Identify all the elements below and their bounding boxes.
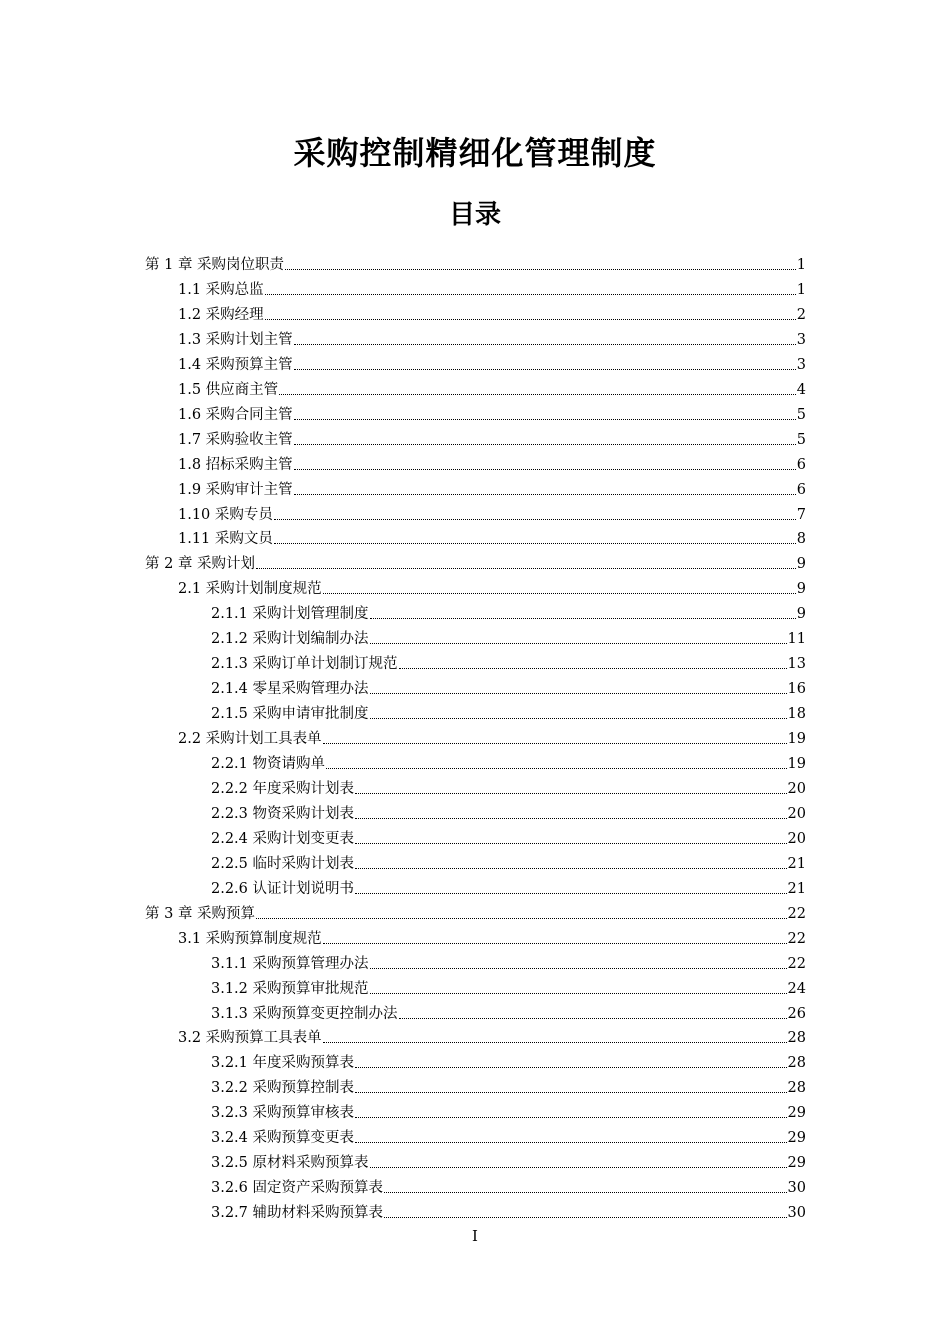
- toc-dot-leader: [355, 1091, 787, 1093]
- toc-entry[interactable]: [211, 823, 806, 848]
- toc-entry[interactable]: [178, 474, 806, 499]
- toc-dot-leader: [370, 717, 787, 719]
- toc-entry[interactable]: [211, 698, 806, 723]
- toc-entry-page: 21: [787, 880, 806, 897]
- toc-entry-page: 13: [787, 656, 806, 673]
- toc-dot-leader: [384, 1191, 787, 1193]
- toc-entry[interactable]: [211, 648, 806, 673]
- document-title: 采购控制精细化管理制度: [293, 134, 657, 172]
- toc-entry-title: 1.9 采购审计主管: [178, 481, 293, 498]
- toc-entry-title: 1.5 供应商主管: [178, 381, 279, 398]
- toc-entry-page: 29: [787, 1155, 806, 1172]
- toc-entry-title: 2.2 采购计划工具表单: [178, 731, 322, 748]
- toc-entry-title: 3.1.3 采购预算变更控制办法: [211, 1005, 398, 1022]
- toc-entry-title: 1.4 采购预算主管: [178, 356, 293, 373]
- toc-entry[interactable]: [178, 449, 806, 474]
- toc-entry-title: 2.2.6 认证计划说明书: [211, 880, 355, 897]
- toc-entry-page: 30: [787, 1205, 806, 1222]
- toc-entry-title: 第 1 章 采购岗位职责: [145, 257, 285, 273]
- toc-entry[interactable]: [178, 424, 806, 449]
- toc-entry-title: 1.2 采购经理: [178, 306, 264, 323]
- toc-entry[interactable]: [178, 523, 806, 548]
- toc-entry-page: 29: [787, 1105, 806, 1122]
- toc-entry-title: 1.6 采购合同主管: [178, 406, 293, 423]
- toc-entry-title: 第 2 章 采购计划: [145, 556, 256, 573]
- toc-entry-page: 6: [796, 456, 806, 473]
- toc-dot-leader: [294, 443, 796, 445]
- toc-entry[interactable]: [178, 923, 806, 948]
- toc-dot-leader: [323, 742, 787, 744]
- toc-dot-leader: [399, 1017, 787, 1019]
- toc-dot-leader: [294, 368, 796, 370]
- toc-entry[interactable]: [178, 499, 806, 524]
- toc-dot-leader: [274, 518, 796, 520]
- toc-dot-leader: [355, 1066, 787, 1068]
- toc-entry-page: 8: [796, 531, 806, 548]
- toc-entry-page: 9: [796, 606, 806, 623]
- toc-entry[interactable]: [145, 249, 806, 274]
- toc-entry[interactable]: [178, 723, 806, 748]
- toc-entry[interactable]: [178, 374, 806, 399]
- toc-dot-leader: [294, 418, 796, 420]
- toc-entry-title: 2.2.1 物资请购单: [211, 756, 326, 772]
- toc-dot-leader: [294, 343, 796, 345]
- toc-entry-page: 11: [787, 631, 806, 648]
- toc-entry-title: 3.2.6 固定资产采购预算表: [211, 1180, 384, 1197]
- toc-entry[interactable]: [178, 324, 806, 349]
- toc-entry-page: 24: [787, 980, 806, 997]
- toc-entry-page: 22: [787, 905, 806, 922]
- toc-entry-page: 28: [787, 1030, 806, 1047]
- toc-entry[interactable]: [178, 1022, 806, 1047]
- toc-entry-title: 2.2.2 年度采购计划表: [211, 780, 355, 797]
- toc-entry-page: 6: [796, 481, 806, 498]
- toc-entry-page: 22: [787, 955, 806, 972]
- toc-entry-title: 3.2.2 采购预算控制表: [211, 1080, 355, 1097]
- toc-dot-leader: [370, 617, 796, 619]
- toc-entry-title: 3.2 采购预算工具表单: [178, 1030, 322, 1047]
- toc-dot-leader: [326, 767, 787, 769]
- toc-dot-leader: [285, 268, 796, 270]
- footer-page-number: I: [472, 1227, 478, 1245]
- toc-entry-title: 1.3 采购计划主管: [178, 331, 293, 348]
- toc-dot-leader: [274, 542, 796, 544]
- toc-entry-page: 22: [787, 930, 806, 947]
- toc-dot-leader: [265, 293, 796, 295]
- toc-dot-leader: [355, 867, 787, 869]
- toc-entry[interactable]: [211, 1172, 806, 1197]
- toc-entry[interactable]: [211, 798, 806, 823]
- toc-entry-page: 20: [787, 780, 806, 797]
- toc-entry[interactable]: [211, 748, 806, 773]
- toc-dot-leader: [323, 1041, 787, 1043]
- toc-entry-page: 1: [796, 257, 806, 273]
- toc-dot-leader: [355, 817, 787, 819]
- toc-entry-page: 28: [787, 1055, 806, 1072]
- toc-entry-title: 2.1.5 采购申请审批制度: [211, 706, 369, 723]
- toc-entry-title: 3.1.1 采购预算管理办法: [211, 955, 369, 972]
- toc-entry-title: 1.7 采购验收主管: [178, 431, 293, 448]
- toc-entry-page: 30: [787, 1180, 806, 1197]
- toc-entry[interactable]: [211, 1122, 806, 1147]
- toc-dot-leader: [399, 667, 787, 669]
- toc-dot-leader: [355, 892, 787, 894]
- toc-entry-page: 19: [787, 756, 806, 772]
- toc-entry-page: 19: [787, 731, 806, 748]
- toc-entry-page: 3: [796, 331, 806, 348]
- toc-entry-title: 3.2.4 采购预算变更表: [211, 1130, 355, 1147]
- toc-entry-title: 3.2.1 年度采购预算表: [211, 1055, 355, 1072]
- toc-entry-page: 5: [796, 406, 806, 423]
- toc-dot-leader: [355, 792, 787, 794]
- toc-entry-title: 2.2.5 临时采购计划表: [211, 855, 355, 872]
- toc-entry-title: 2.1 采购计划制度规范: [178, 581, 322, 598]
- toc-entry-page: 20: [787, 805, 806, 822]
- toc-dot-leader: [294, 468, 796, 470]
- toc-entry-title: 3.1.2 采购预算审批规范: [211, 980, 369, 997]
- toc-entry-title: 1.10 采购专员: [178, 506, 273, 523]
- toc-entry-title: 1.11 采购文员: [178, 531, 273, 548]
- toc-entry-page: 20: [787, 830, 806, 847]
- toc-heading: 目录: [448, 200, 501, 230]
- toc-entry-page: 1: [796, 281, 806, 298]
- toc-entry[interactable]: [211, 873, 806, 898]
- toc-entry-page: 2: [796, 306, 806, 323]
- toc-entry-page: 26: [787, 1005, 806, 1022]
- toc-entry[interactable]: [211, 998, 806, 1023]
- toc-dot-leader: [355, 1116, 787, 1118]
- toc-entry[interactable]: [211, 948, 806, 973]
- toc-entry[interactable]: [211, 1097, 806, 1122]
- toc-entry-page: 29: [787, 1130, 806, 1147]
- toc-entry[interactable]: [211, 1147, 806, 1172]
- toc-entry-title: 3.2.5 原材料采购预算表: [211, 1155, 369, 1172]
- toc-entry-page: 7: [796, 506, 806, 523]
- toc-entry[interactable]: [178, 274, 806, 299]
- toc-entry[interactable]: [178, 349, 806, 374]
- toc-entry-page: 18: [787, 706, 806, 723]
- toc-dot-leader: [370, 642, 787, 644]
- toc-entry[interactable]: [211, 623, 806, 648]
- toc-entry-page: 9: [796, 556, 806, 573]
- toc-entry[interactable]: [211, 773, 806, 798]
- toc-dot-leader: [323, 592, 796, 594]
- toc-dot-leader: [279, 393, 796, 395]
- toc-entry-page: 4: [796, 381, 806, 398]
- toc-entry[interactable]: [211, 1047, 806, 1072]
- toc-entry-title: 3.1 采购预算制度规范: [178, 930, 322, 947]
- toc-entry[interactable]: [211, 673, 806, 698]
- toc-entry-title: 2.1.4 零星采购管理办法: [211, 681, 369, 698]
- toc-entry-page: 16: [787, 681, 806, 698]
- toc-entry[interactable]: [178, 299, 806, 324]
- toc-dot-leader: [370, 967, 787, 969]
- toc-entry-title: 3.2.3 采购预算审核表: [211, 1105, 355, 1122]
- toc-dot-leader: [323, 942, 787, 944]
- toc-entry-title: 2.1.2 采购计划编制办法: [211, 631, 369, 648]
- toc-entry-page: 21: [787, 855, 806, 872]
- toc-dot-leader: [384, 1216, 787, 1218]
- toc-entry[interactable]: [211, 598, 806, 623]
- toc-dot-leader: [256, 917, 786, 919]
- toc-entry[interactable]: [145, 548, 806, 573]
- toc-dot-leader: [370, 692, 787, 694]
- toc-entry-title: 2.2.4 采购计划变更表: [211, 830, 355, 847]
- toc-entry-page: 5: [796, 431, 806, 448]
- toc-entry-page: 3: [796, 356, 806, 373]
- toc-entry-title: 2.2.3 物资采购计划表: [211, 805, 355, 822]
- toc-entry-title: 2.1.1 采购计划管理制度: [211, 606, 369, 623]
- toc-entry[interactable]: [145, 898, 806, 923]
- toc-entry[interactable]: [178, 573, 806, 598]
- toc-dot-leader: [370, 1166, 787, 1168]
- toc-dot-leader: [256, 567, 796, 569]
- toc-entry-title: 1.8 招标采购主管: [178, 456, 293, 473]
- toc-dot-leader: [294, 493, 796, 495]
- toc-entry-page: 28: [787, 1080, 806, 1097]
- toc-dot-leader: [370, 992, 787, 994]
- toc-entry-page: 9: [796, 581, 806, 598]
- toc-dot-leader: [355, 842, 787, 844]
- toc-dot-leader: [265, 318, 796, 320]
- toc-dot-leader: [355, 1141, 787, 1143]
- toc-entry-title: 1.1 采购总监: [178, 281, 264, 298]
- toc-entry[interactable]: [211, 973, 806, 998]
- toc-entry[interactable]: [211, 1197, 806, 1222]
- toc-entry[interactable]: [178, 399, 806, 424]
- toc-entry-title: 3.2.7 辅助材料采购预算表: [211, 1205, 384, 1222]
- toc-entry-title: 第 3 章 采购预算: [145, 905, 256, 922]
- toc-entry-title: 2.1.3 采购订单计划制订规范: [211, 656, 398, 673]
- toc-entry[interactable]: [211, 1072, 806, 1097]
- toc-entry[interactable]: [211, 848, 806, 873]
